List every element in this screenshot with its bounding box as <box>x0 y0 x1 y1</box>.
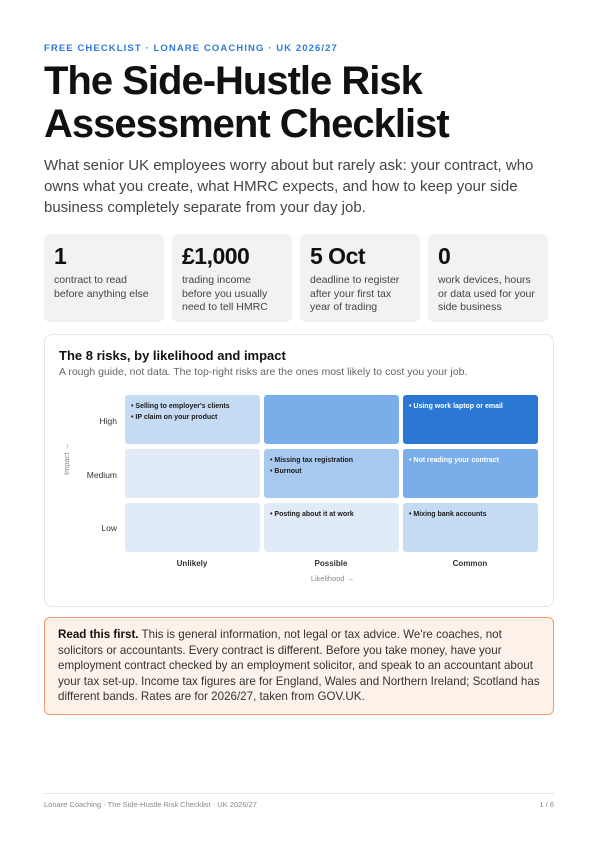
disclaimer-callout <box>44 617 554 715</box>
callout-body: This is general information, not legal or tax advice. We're coaches, not solicitors or accountants. Every contract is different. Before you take money, have your employment contract checked by an employment solicitor, and speak to an accountant about your tax set-up. Income tax figures are for England, Wales and Northern Ireland; Scotland has different bands. Rates are for 2026/27, taken from GOV.UK. <box>58 628 540 704</box>
stat-card <box>300 234 420 322</box>
footer-divider <box>44 793 554 794</box>
callout-lead: Read this first. <box>58 628 139 641</box>
risk-matrix-subtitle: A rough guide, not data. The top-right risks are the ones most likely to cost you your job. <box>59 366 468 378</box>
col-label-common: Common <box>452 559 488 568</box>
matrix-cell-low-unlikely <box>125 503 260 552</box>
row-label-high: High <box>99 416 117 426</box>
stat-value: 1 <box>54 243 67 269</box>
stat-card <box>172 234 292 322</box>
risk-matrix-card <box>44 334 554 607</box>
stat-value: £1,000 <box>182 243 250 269</box>
matrix-cell-high-unlikely <box>125 395 260 444</box>
row-label-low: Low <box>101 523 117 533</box>
risk-matrix-title: The 8 risks, by likelihood and impact <box>59 348 286 363</box>
stat-label: deadline to register after your first tax year of trading <box>310 274 400 313</box>
matrix-cell-high-common <box>403 395 538 444</box>
row-label-medium: Medium <box>86 470 117 480</box>
impact-axis-title: Impact → <box>62 442 71 475</box>
eyebrow: FREE CHECKLIST · LONARE COACHING · UK 2026/27 <box>44 43 338 54</box>
risk-item: • Using work laptop or email <box>409 401 532 412</box>
page-title: The Side-Hustle Risk Assessment Checklist <box>44 59 449 146</box>
stat-label: work devices, hours or data used for your side business <box>438 274 535 313</box>
risk-item: • Burnout <box>270 466 393 477</box>
stat-label: trading income before you usually need to tell HMRC <box>182 274 268 313</box>
matrix-cell-low-possible <box>264 503 399 552</box>
matrix-cell-medium-unlikely <box>125 449 260 498</box>
page-number: 1 / 6 <box>539 800 554 809</box>
risk-item: • Missing tax registration <box>270 455 393 466</box>
matrix-cell-low-common <box>403 503 538 552</box>
col-label-unlikely: Unlikely <box>176 559 208 568</box>
risk-item: • Not reading your contract <box>409 455 532 466</box>
stat-label: contract to read before anything else <box>54 274 149 300</box>
footer-text: Lonare Coaching · The Side-Hustle Risk Checklist · UK 2026/27 <box>44 800 257 809</box>
col-label-possible: Possible <box>314 559 348 568</box>
risk-item: • Selling to employer's clients <box>131 401 254 412</box>
risk-item: • Posting about it at work <box>270 509 393 520</box>
stat-value: 5 Oct <box>310 243 366 269</box>
stats-row <box>44 234 548 322</box>
stat-card <box>428 234 548 322</box>
likelihood-axis-title: Likelihood → <box>310 574 355 583</box>
matrix-cell-medium-possible <box>264 449 399 498</box>
stat-card <box>44 234 164 322</box>
stat-value: 0 <box>438 243 451 269</box>
risk-item: • Mixing bank accounts <box>409 509 532 520</box>
matrix-cell-medium-common <box>403 449 538 498</box>
risk-item: • IP claim on your product <box>131 412 254 423</box>
page-subtitle: What senior UK employees worry about but rarely ask: your contract, who owns what you create, what HMRC expects, and how to keep your side business completely separate from your day job. <box>44 157 534 216</box>
matrix-cell-high-possible <box>264 395 399 444</box>
